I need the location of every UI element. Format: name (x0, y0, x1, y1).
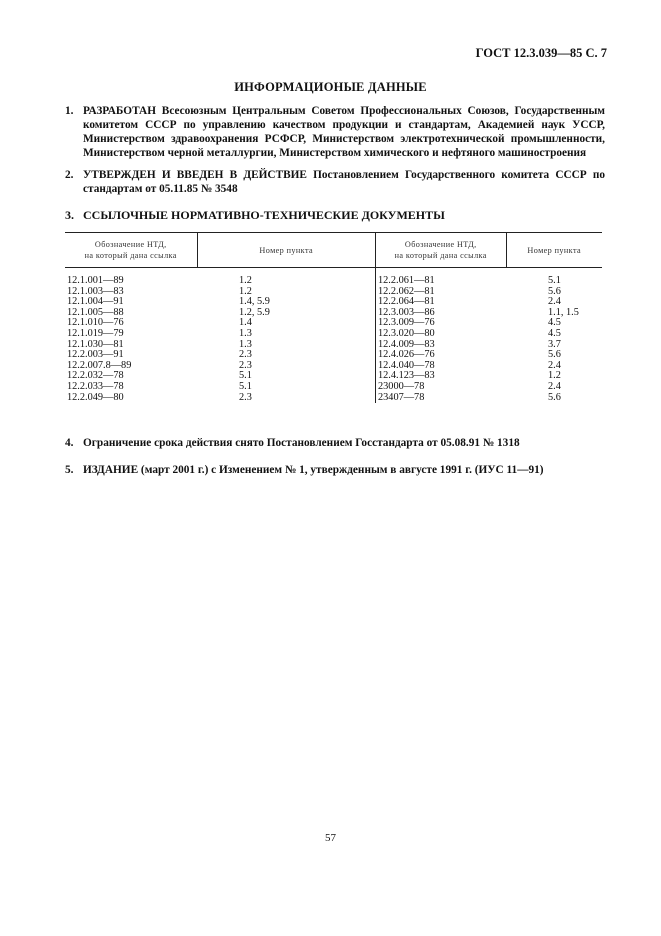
section-lead: УТВЕРЖДЕН И ВВЕДЕН В ДЕЙСТВИЕ (83, 169, 307, 181)
doc-designation-left: 12.1.019—79 (67, 327, 124, 339)
header-item-number-right: Номер пункта (506, 233, 602, 268)
item-number-left: 2.3 (239, 349, 252, 361)
doc-designation-right: 23000—78 (376, 382, 507, 393)
section-text: Всесоюзным Центральным Советом Профессиональных Союзов, Государственным комитетом СССР по управлению качеством продукции и стандартам, Академией наук УССР, Министерством здравоохранения РСФСР, Министерством электротехнической промышленности, Министерством черной металлургии, Министерством химического и нефтяного машиностроения (83, 105, 605, 159)
table-row (65, 308, 602, 319)
doc-designation-left: 12.2.003—91 (67, 349, 124, 361)
section-number: 1. (65, 105, 74, 117)
doc-designation-right: 12.3.003—86 (376, 308, 507, 319)
item-number-right: 2.4 (548, 380, 561, 392)
doc-designation-right: 12.4.009—83 (376, 340, 507, 351)
doc-designation-right: 12.2.064—81 (376, 297, 507, 308)
table-row (65, 318, 602, 329)
doc-designation-right: 12.4.026—76 (376, 350, 507, 361)
doc-designation-right: 12.3.020—80 (376, 329, 507, 340)
item-number-right: 1.2 (548, 370, 561, 382)
table-header-row (65, 233, 602, 268)
table-row (65, 340, 602, 351)
reference-documents-table (65, 232, 602, 403)
item-number-right: 1.1, 1.5 (548, 306, 579, 318)
doc-designation-left: 12.2.032—78 (67, 370, 124, 382)
doc-designation-right: 12.4.040—78 (376, 361, 507, 372)
doc-designation-right: 23407—78 (376, 393, 507, 404)
item-number-right: 5.6 (548, 349, 561, 361)
table-row (65, 268, 602, 287)
item-number-left: 1.3 (239, 327, 252, 339)
doc-designation-right: 12.4.123—83 (376, 371, 507, 382)
table-row (65, 329, 602, 340)
section-1 (65, 104, 605, 160)
item-number-left: 2.3 (239, 359, 252, 371)
section-lead: РАЗРАБОТАН (83, 105, 157, 117)
item-number-left: 1.2, 5.9 (239, 306, 270, 318)
section-lead: ИЗДАНИЕ (83, 464, 139, 476)
document-reference: ГОСТ 12.3.039—85 С. 7 (475, 46, 607, 60)
table-row (65, 371, 602, 382)
doc-designation-right: 12.2.061—81 (376, 268, 507, 287)
section-2 (65, 168, 605, 196)
page-number: 57 (325, 832, 336, 844)
page-title: ИНФОРМАЦИОНЫЕ ДАННЫЕ (234, 80, 427, 94)
doc-designation-left: 12.1.003—83 (67, 285, 124, 297)
section-3 (65, 208, 605, 222)
table-row (65, 382, 602, 393)
item-number-left: 1.2 (239, 285, 252, 297)
section-text: Постановлением Государственного комитета СССР по стандартам от 05.11.85 № 3548 (83, 169, 606, 195)
item-number-right: 3.7 (548, 338, 561, 350)
item-number-right: 4.5 (548, 327, 561, 339)
section-5 (65, 463, 605, 477)
item-number-left: 5.1 (239, 380, 252, 392)
section-number: 5. (65, 464, 74, 476)
item-number-right: 2.4 (548, 296, 561, 308)
table-row (65, 297, 602, 308)
doc-designation-left: 12.1.001—89 (67, 275, 124, 286)
doc-designation-left: 12.1.005—88 (67, 306, 124, 318)
item-number-left: 1.4, 5.9 (239, 296, 270, 308)
item-number-left: 1.2 (239, 275, 252, 286)
doc-designation-right: 12.2.062—81 (376, 287, 507, 298)
section-number: 2. (65, 169, 74, 181)
doc-designation-left: 12.1.010—76 (67, 317, 124, 329)
item-number-right: 5.1 (548, 275, 561, 286)
item-number-right: 5.6 (548, 285, 561, 297)
doc-designation-right: 12.3.009—76 (376, 318, 507, 329)
doc-designation-left: 12.2.049—80 (67, 391, 124, 403)
section-text: (март 2001 г.) с Изменением № 1, утвержденным в августе 1991 г. (ИУС 11—91) (138, 464, 544, 476)
item-number-left: 2.3 (239, 391, 252, 403)
table-row (65, 393, 602, 404)
header-doc-designation-left: Обозначение НТД, на который дана ссылка (65, 233, 197, 268)
item-number-left: 1.3 (239, 338, 252, 350)
section-number: 4. (65, 437, 74, 449)
section-text: Ограничение срока действия снято Постановлением Госстандарта от 05.08.91 № 1318 (83, 437, 520, 449)
item-number-left: 1.4 (239, 317, 252, 329)
doc-designation-left: 12.2.033—78 (67, 380, 124, 392)
table-row (65, 361, 602, 372)
item-number-right: 5.6 (548, 391, 561, 403)
item-number-left: 5.1 (239, 370, 252, 382)
item-number-right: 2.4 (548, 359, 561, 371)
item-number-right: 4.5 (548, 317, 561, 329)
header-doc-designation-right: Обозначение НТД, на который дана ссылка (376, 233, 507, 268)
header-item-number-left: Номер пункта (197, 233, 376, 268)
table-row (65, 350, 602, 361)
section-number: 3. (65, 208, 74, 222)
section-4 (65, 436, 605, 450)
doc-designation-left: 12.1.004—91 (67, 296, 124, 308)
section-lead: ССЫЛОЧНЫЕ НОРМАТИВНО-ТЕХНИЧЕСКИЕ ДОКУМЕНТЫ (83, 208, 445, 222)
doc-designation-left: 12.2.007.8—89 (67, 359, 132, 371)
doc-designation-left: 12.1.030—81 (67, 338, 124, 350)
table-row (65, 287, 602, 298)
